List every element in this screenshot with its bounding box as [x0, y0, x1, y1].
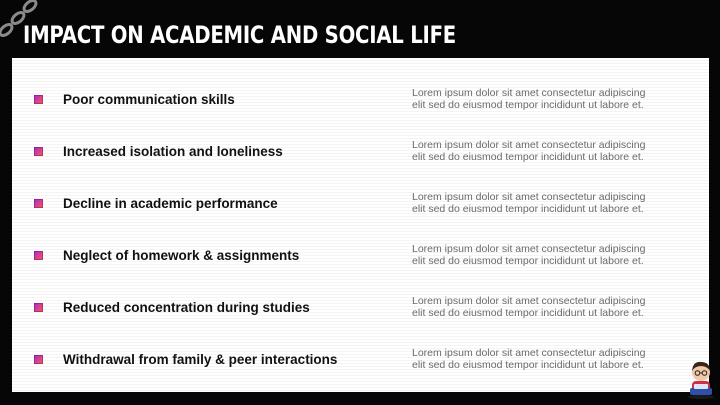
item-label: Poor communication skills: [63, 92, 235, 107]
bullet-square-icon: [34, 303, 43, 312]
list-item: [12, 126, 709, 178]
item-description: [412, 243, 692, 267]
item-description-line-2: elit sed do eiusmod tempor incididunt ut labore et.: [412, 151, 644, 163]
item-description: [412, 87, 692, 111]
item-description-line-1: Lorem ipsum dolor sit amet consectetur adipiscing: [412, 295, 646, 307]
bullet-square-icon: [34, 147, 43, 156]
item-description-line-1: Lorem ipsum dolor sit amet consectetur adipiscing: [412, 87, 646, 99]
list-item: [12, 334, 709, 386]
list-item: [12, 178, 709, 230]
item-label: Decline in academic performance: [63, 196, 278, 211]
item-description-line-1: Lorem ipsum dolor sit amet consectetur adipiscing: [412, 347, 646, 359]
item-description: [412, 347, 692, 371]
student-avatar-icon: [686, 357, 716, 399]
item-description: [412, 295, 692, 319]
item-description-line-2: elit sed do eiusmod tempor incididunt ut labore et.: [412, 307, 644, 319]
content-panel: [12, 58, 709, 392]
list-item: [12, 74, 709, 126]
bullet-square-icon: [34, 199, 43, 208]
item-label: Reduced concentration during studies: [63, 300, 310, 315]
item-description-line-1: Lorem ipsum dolor sit amet consectetur adipiscing: [412, 243, 646, 255]
item-description-line-1: Lorem ipsum dolor sit amet consectetur adipiscing: [412, 139, 646, 151]
bullet-square-icon: [34, 251, 43, 260]
page-title: IMPACT ON ACADEMIC AND SOCIAL LIFE: [23, 21, 456, 49]
item-label: Neglect of homework & assignments: [63, 248, 300, 263]
item-description-line-2: elit sed do eiusmod tempor incididunt ut labore et.: [412, 203, 644, 215]
item-description-line-1: Lorem ipsum dolor sit amet consectetur adipiscing: [412, 191, 646, 203]
item-label: Withdrawal from family & peer interactions: [63, 352, 338, 367]
item-label: Increased isolation and loneliness: [63, 144, 283, 159]
item-description: [412, 191, 692, 215]
item-description-line-2: elit sed do eiusmod tempor incididunt ut labore et.: [412, 99, 644, 111]
item-description: [412, 139, 692, 163]
bullet-square-icon: [34, 355, 43, 364]
bullet-square-icon: [34, 95, 43, 104]
list-item: [12, 230, 709, 282]
list-item: [12, 282, 709, 334]
item-description-line-2: elit sed do eiusmod tempor incididunt ut labore et.: [412, 359, 644, 371]
item-description-line-2: elit sed do eiusmod tempor incididunt ut labore et.: [412, 255, 644, 267]
